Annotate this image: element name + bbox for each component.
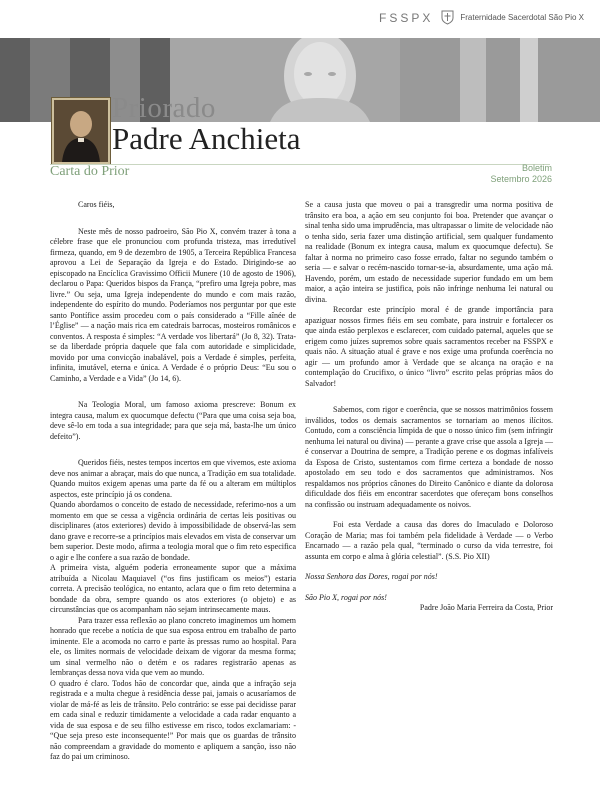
title-padre-anchieta: Padre Anchieta	[112, 121, 301, 156]
portrait-image	[54, 100, 108, 162]
brand	[379, 10, 584, 25]
top-bar	[0, 0, 600, 38]
paragraph-7: O quadro é claro. Todos hão de concordar que, ainda que a infração seja registrada e a multa chegue à residência desse pai, jamais o acusaríamos de violar de má-fé as leis de trânsito. Pelo contrário: se esse pai decidisse parar em cada sinal e reduzir timidamente a velocidade a cada radar enquanto a vida de sua esposa e de seu filho estivesse em risco, todos exclamariam: - “Que seja preso este inconsequente!” Por mais que os guardas de trânsito não compreendam a gravidade do momento e apliquem a sanção, isso não faz do pai um criminoso.	[50, 678, 296, 761]
brand-name: Fraternidade Sacerdotal São Pio X	[460, 13, 584, 22]
letter-column-right	[305, 200, 553, 614]
signature: Padre João Maria Ferreira da Costa, Prior	[419, 603, 553, 612]
paragraph-9: Recordar este princípio moral é de grande importância para apaziguar nossos firmes fiéis em seu combate, para instruir e fortalecer os que ainda estão perplexos e esclarecer, com cuidado paternal, aqueles que se erigem como juízes supremos sobre quais sacramentos receber na FSSPX e quais não. A situação atual é grave e nos exige uma profunda coerência no agir — um profundo amor à Verdade que se alcança na oração e na contemplação do Crucifixo, o único “livro” escrito pelas próprias mãos do Salvador!	[305, 305, 553, 388]
bulletin-info	[490, 163, 552, 185]
paragraph-6: Para trazer essa reflexão ao plano concreto imaginemos um homem honrado que recebe a notícia de que sua esposa entrou em trabalho de parto iminente. Ele a acomoda no carro e parte às pressas rumo ao hospital. Para ele, os limites normais de velocidade deixam de vigorar da mesma forma; um sinal vermelho não o detém e os radares registrarão apenas as lembranças dessa nova vida que vem ao mundo.	[50, 615, 296, 677]
greeting: Caros fiéis,	[78, 200, 115, 209]
paragraph-1: Neste mês de nosso padroeiro, São Pio X, convém trazer à tona a célebre frase que ele pronunciou com profunda tristeza, mas irredutível firmeza, quando, em 9 de dezembro de 1905, a Terceira República Francesa aprovou a Lei de Separação da Igreja e do Estado. Dirigindo-se ao episcopado na Encíclica Gravissimo Officii Munere (10 de agosto de 1906), declarou o Papa: Queridos bispos da França, “prefiro uma Igreja pobre, mas livre.” Ou seja, uma Igreja independente do mundo e com mais razão, independente do espírito do mundo. Poderíamos nos perguntar por que este santo Pontífice assim procedeu com o país considerado a “Fille aînée de l’Église” — a nação mais rica em catedrais barrocas, mosteiros românicos e conventos. A resposta é simples: “A verdade vos libertará” (Jo 8, 32). Trata-se da liberdade própria daquele que fala com autoridade e simplicidade, movido por uma convicção inabalável, pois a Verdade é simples, perfeita, infinita, imutável, eterna e única. A Verdade é o próprio Deus: “Eu sou o Caminho, a Verdade e a Vida” (Jo 14, 6).	[50, 226, 296, 383]
bulletin-date: Setembro 2026	[490, 174, 552, 184]
paragraph-2: Na Teologia Moral, um famoso axioma prescreve: Bonum ex integra causa, malum ex quocumque defectu (“Para que uma coisa seja boa, deve sê-lo em toda a sua integridade; para que seja má, basta-lhe um único defeito”).	[50, 400, 296, 441]
paragraph-11: Foi esta Verdade a causa das dores do Imaculado e Doloroso Coração de Maria; mas foi também pela fidelidade à Verdade — o Verbo Encarnado — a razão pela qual, “terminado o curso da vida terrestre, foi assunta em corpo e alma à glória celestial”. (S.S. Pio XII)	[305, 520, 553, 561]
paragraph-8: Se a causa justa que moveu o pai a transgredir uma norma positiva de trânsito era boa, a ação em seu conjunto foi boa. Pretender que avançar o sinal tenha sido uma imprudência, mas ultrapassar o limite de velocidade não o tenha sido, seria fazer uma distinção artificial, sem qualquer fundamento na realidade (Bonum ex integra causa, malum ex quocumque defectu). Se faltar à norma no primeiro caso fosse errado, faltar no segundo também o seria — e salvar o recém-nascido tornar-se-ia, absurdamente, uma ação má. Havendo, porém, um estado de necessidade superior fundado em um bem maior, a ação inteira se justifica, pois não infringe nenhuma lei natural ou divina.	[305, 200, 553, 304]
section-title: Carta do Prior	[50, 164, 130, 179]
brand-letters: FSSPX	[379, 10, 434, 25]
paragraph-5: A primeira vista, alguém poderia erroneamente supor que a máxima atribuída a Nicolau Maquiavel (“os fins justificam os meios”) estaria correta. A precisão teológica, no entanto, aclara que o fim reto determina a bondade da obra, sempre quando os atos exteriores (o objeto) e as circunstâncias que os acompanham não sejam intrinsecamente maus.	[50, 563, 296, 614]
prayer-our-lady: Nossa Senhora das Dores, rogai por nós!	[305, 572, 438, 581]
paragraph-4: Quando abordamos o conceito de estado de necessidade, referimo-nos a um momento em que se cessa a vigência ordinária de certas leis positivas ou disciplinares (atos exteriores) devido à impossibilidade de observá-las sem dano grave e recorre-se a princípios mais elevados em vista de conservar um bem superior. Deste modo, afirma a teologia moral que o fim reto especifica o agir e lhe confere a sua razão de bondade.	[50, 500, 296, 562]
paragraph-3: Queridos fiéis, nestes tempos incertos em que vivemos, este axioma deve nos animar a abraçar, mais do que nunca, a Tradição em sua totalidade. Quando muitos exigem apenas uma parte da fé ou a alteram em múltiplos aspectos, este princípio já os condena.	[50, 458, 296, 499]
bulletin-label: Boletim	[521, 163, 552, 173]
paragraph-10: Sabemos, com rigor e coerência, que se nossos matrimônios fossem inválidos, todos os demais sacramentos se tornariam ao menos ilícitos. Contudo, com a consciência límpida de que o nosso único fim (sem infringir nenhuma lei natural ou divina) — perante a grave crise que assola a Igreja — é conservar a Doutrina de sempre, a Tradição perene e os dogmas infalíveis da Esposa de Cristo, sustentamos com firme certeza a bondade de nosso apostolado em seu todo e dos sacramentos que administramos. Nos respaldamos nos próprios cânones do Direito Canônico e diante da dolorosa dificuldade dos fiéis em encontrar sacerdotes que ofereçam bons conselhos na confissão ou instruam adequadamente os noivos.	[305, 405, 553, 509]
shield-icon	[441, 10, 454, 25]
letter-column-left	[50, 200, 296, 763]
prayer-pius-x: São Pio X, rogai por nós!	[305, 592, 387, 602]
title-priorado: Priorado	[112, 92, 216, 124]
prior-portrait	[52, 98, 110, 164]
